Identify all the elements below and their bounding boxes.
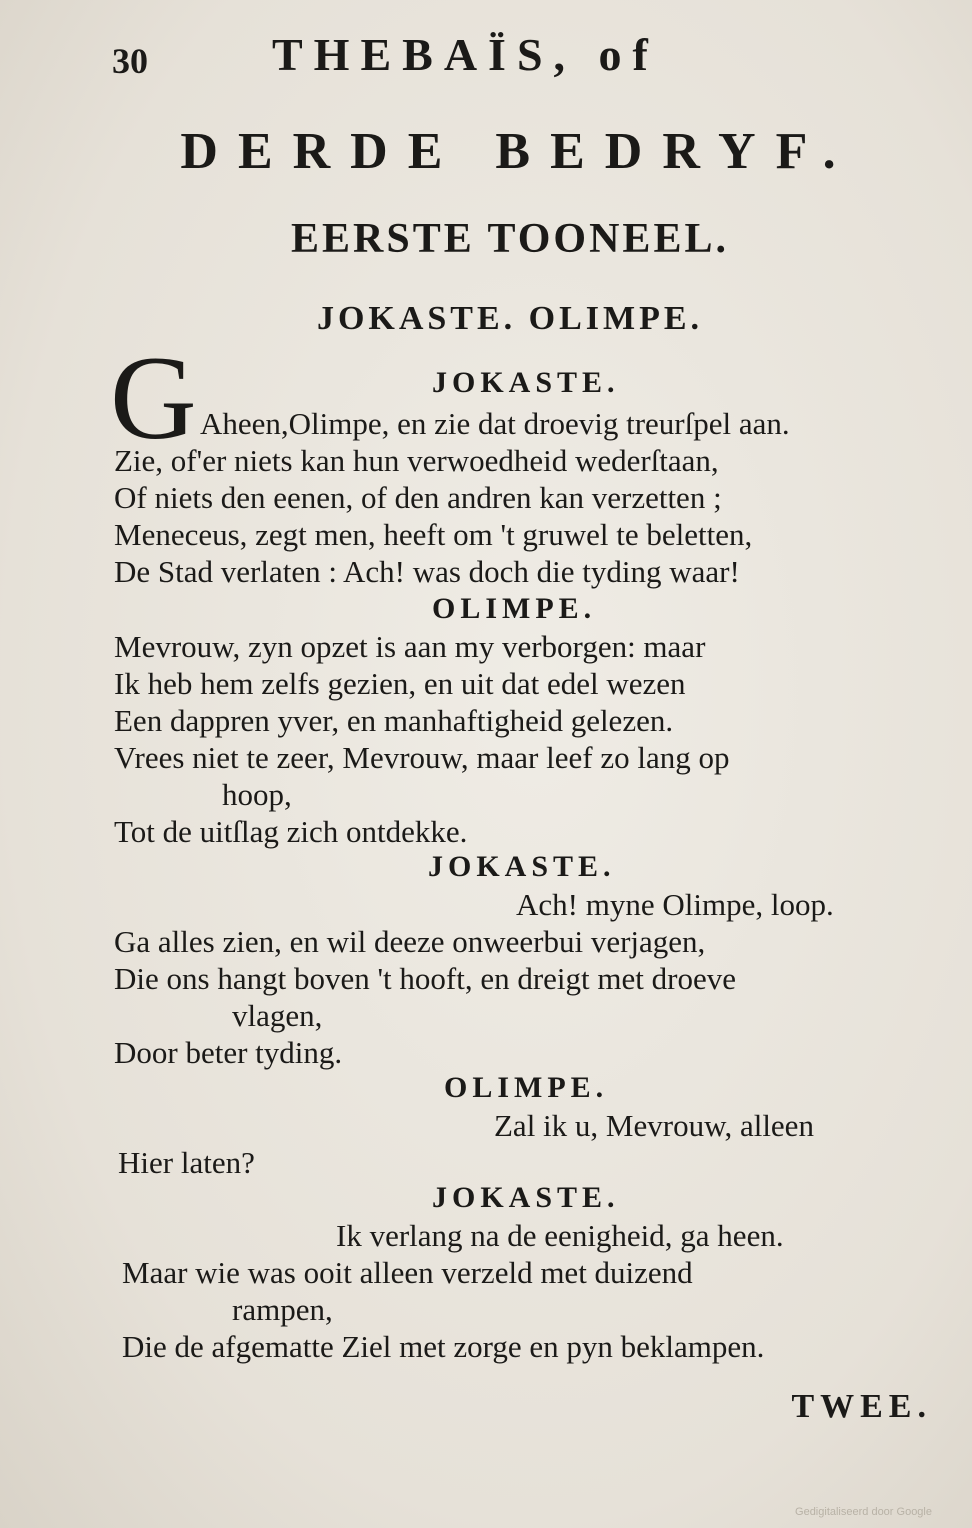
verse-line-continuation: vlagen,: [232, 998, 323, 1033]
verse-line: Meneceus, zegt men, heeft om 't gruwel te beletten,: [114, 517, 753, 552]
verse-line: Ik heb hem zelfs gezien, en uit dat edel wezen: [114, 666, 686, 701]
verse-line-continuation: rampen,: [232, 1292, 333, 1327]
verse-line: Maar wie was ooit alleen verzeld met duizend: [122, 1255, 693, 1290]
verse-line: Zie, of'er niets kan hun verwoedheid wederſtaan,: [114, 443, 719, 478]
act-title: DERDE BEDRYF.: [180, 123, 856, 180]
verse-line: Hier laten?: [118, 1145, 255, 1180]
page-number: 30: [112, 41, 148, 81]
verse-line: Zal ik u, Mevrouw, alleen: [494, 1108, 814, 1143]
verse-line: Die ons hangt boven 't hooft, en dreigt met droeve: [114, 961, 736, 996]
verse-line: Die de afgematte Ziel met zorge en pyn beklampen.: [122, 1329, 765, 1364]
speaker-name: JOKASTE.: [432, 366, 620, 399]
verse-line-continuation: hoop,: [222, 777, 292, 812]
verse-line: Ik verlang na de eenigheid, ga heen.: [336, 1218, 784, 1253]
verse-line: Ach! myne Olimpe, loop.: [516, 887, 834, 922]
verse-line: Aheen,Olimpe, en zie dat droevig treurſpel aan.: [200, 406, 790, 441]
verse-line: Vrees niet te zeer, Mevrouw, maar leef zo lang op: [114, 740, 730, 775]
verse-line: Of niets den eenen, of den andren kan verzetten ;: [114, 480, 722, 515]
verse-line: Een dappren yver, en manhaftigheid gelezen.: [114, 703, 674, 738]
verse-line: De Stad verlaten : Ach! was doch die tyding waar!: [114, 554, 740, 589]
running-title: THEBAÏS, of: [272, 29, 659, 80]
catchword: TWEE.: [791, 1388, 932, 1425]
verse-line: Mevrouw, zyn opzet is aan my verborgen: maar: [114, 629, 706, 664]
verse-line: Ga alles zien, en wil deeze onweerbui verjagen,: [114, 924, 706, 959]
speaker-name: OLIMPE.: [444, 1071, 609, 1104]
speaker-name: JOKASTE.: [432, 1181, 620, 1214]
verse-line: Tot de uitſlag zich ontdekke.: [114, 814, 468, 849]
verse-line: Door beter tyding.: [114, 1035, 343, 1070]
speaker-name: OLIMPE.: [432, 592, 597, 625]
cast-list: JOKASTE. OLIMPE.: [316, 300, 704, 337]
watermark: Gedigitaliseerd door Google: [795, 1506, 932, 1518]
drop-cap: G: [110, 331, 197, 464]
scene-title: EERSTE TOONEEL.: [291, 216, 729, 262]
speaker-name: JOKASTE.: [428, 850, 616, 883]
